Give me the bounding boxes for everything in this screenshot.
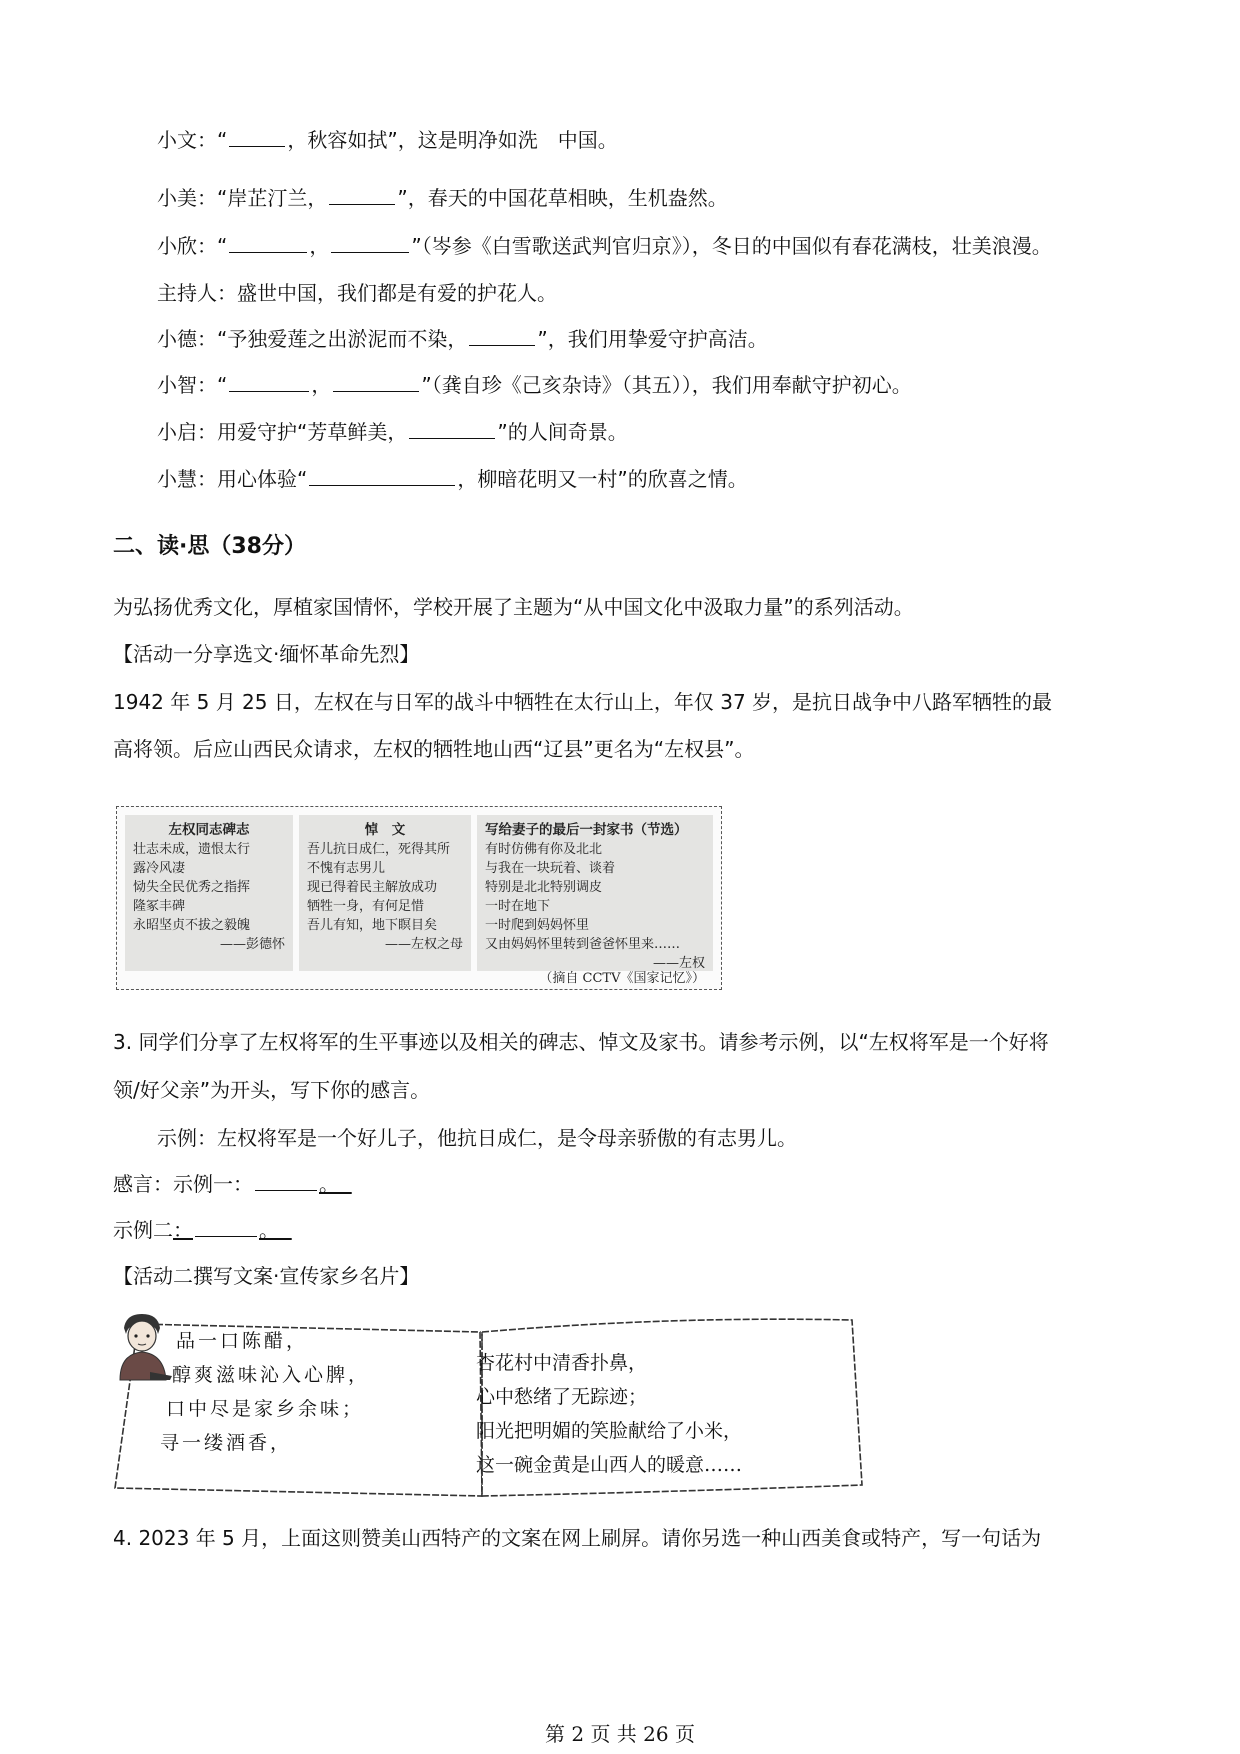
q3-answer-2 bbox=[113, 1216, 292, 1244]
booklet-right-page bbox=[476, 1346, 742, 1482]
speaker: 主持人 bbox=[157, 281, 217, 305]
q3-example: 示例：左权将军是一个好儿子，他抗日成仁，是令母亲骄傲的有志男儿。 bbox=[157, 1126, 797, 1150]
text-line: 现已得着民主解放成功 bbox=[307, 880, 438, 895]
answer-blank[interactable] bbox=[331, 232, 409, 253]
text-line: 寻一缕酒香， bbox=[160, 1432, 293, 1454]
text-line: 隆冢丰碑 bbox=[133, 899, 186, 914]
text-line: 这一碗金黄是山西人的暖意…… bbox=[476, 1454, 743, 1476]
answer-blank[interactable] bbox=[329, 184, 395, 205]
text-line: 阳光把明媚的笑脸献给了小米， bbox=[476, 1420, 743, 1442]
text-line: 与我在一块玩着、谈着 bbox=[485, 861, 616, 876]
page-number: 第 2 页 共 26 页 bbox=[545, 1722, 695, 1746]
poem-line-xiaowen bbox=[157, 126, 618, 154]
text-line: 吾儿有知，地下瞑目矣 bbox=[307, 918, 438, 933]
poem-line-xiaozhi bbox=[157, 371, 912, 399]
child-illustration-icon bbox=[110, 1310, 174, 1382]
text-line: 又由妈妈怀里转到爸爸怀里来…… bbox=[485, 937, 681, 952]
signature: ——左权 bbox=[652, 956, 705, 971]
text-line: 牺牲一身，有何足惜 bbox=[307, 899, 425, 914]
answer-blank[interactable] bbox=[309, 465, 455, 486]
text: ：“ bbox=[197, 128, 228, 152]
poem-line-xiaoqi bbox=[157, 418, 628, 446]
text: ， bbox=[311, 373, 332, 397]
booklet-left-page bbox=[160, 1324, 370, 1460]
colon: ： bbox=[173, 1218, 193, 1242]
text-line: 口中尽是家乡余味； bbox=[166, 1398, 365, 1420]
q4-line-1: 4. 2023 年 5 月，上面这则赞美山西特产的文案在网上刷屏。请你另选一种山西美食或特产，写一句话为 bbox=[113, 1526, 1042, 1550]
answer-label: 感言：示例一： bbox=[113, 1172, 253, 1196]
text-line: 醇爽滋味沁入心脾， bbox=[172, 1364, 371, 1386]
text: ：用心体验“ bbox=[197, 467, 308, 491]
text-line: 吾儿抗日成仁，死得其所 bbox=[307, 842, 451, 857]
text-line: 杏花村中清香扑鼻， bbox=[476, 1352, 648, 1374]
poem-line-xiaomei bbox=[157, 184, 728, 212]
column-title: 悼 文 bbox=[364, 822, 406, 838]
host-line bbox=[157, 279, 557, 307]
speaker: 小慧 bbox=[157, 467, 197, 491]
text-line: 一时在地下 bbox=[485, 899, 551, 914]
text: ：用爱守护“芳草鲜美， bbox=[197, 420, 408, 444]
answer-blank[interactable] bbox=[229, 232, 307, 253]
text-line: 永昭坚贞不拔之毅魄 bbox=[133, 918, 251, 933]
underline-tail bbox=[339, 1172, 352, 1196]
underline-tail bbox=[279, 1218, 292, 1242]
speaker: 小欣 bbox=[157, 234, 197, 258]
text: ：“岸芷汀兰， bbox=[197, 186, 328, 210]
text-line: 品一口陈醋， bbox=[176, 1330, 309, 1352]
period: 。 bbox=[319, 1172, 339, 1196]
answer-blank[interactable] bbox=[333, 371, 419, 392]
text: ：“予独爱莲之出淤泥而不染， bbox=[197, 327, 468, 351]
answer-blank[interactable] bbox=[195, 1216, 257, 1237]
text: ：“ bbox=[197, 373, 228, 397]
text-line: 特别是北北特别调皮 bbox=[485, 880, 603, 895]
activity2-heading: 【活动二撰写文案·宣传家乡名片】 bbox=[113, 1264, 420, 1288]
poem-line-xiaoxin bbox=[157, 232, 1052, 260]
speaker: 小德 bbox=[157, 327, 197, 351]
answer-label: 示例二 bbox=[113, 1218, 173, 1242]
period: 。 bbox=[259, 1218, 279, 1242]
eulogy bbox=[299, 815, 471, 971]
q3-line-1: 3. 同学们分享了左权将军的生平事迹以及相关的碑志、悼文及家书。请参考示例，以“左权将军是一个好将 bbox=[113, 1030, 1049, 1054]
section-intro: 为弘扬优秀文化，厚植家国情怀，学校开展了主题为“从中国文化中汲取力量”的系列活动。 bbox=[113, 595, 914, 619]
signature: ——左权之母 bbox=[384, 937, 463, 952]
panel-source: （摘自 CCTV《国家记忆》） bbox=[539, 971, 705, 986]
memorial-texts-panel bbox=[116, 806, 722, 990]
column-title: 左权同志碑志 bbox=[168, 822, 250, 838]
monument-inscription bbox=[125, 815, 293, 971]
booklet-illustration bbox=[110, 1310, 870, 1500]
bio-line-1: 1942 年 5 月 25 日，左权在与日军的战斗中牺牲在太行山上，年仅 37 岁，是抗日战争中八路军牺牲的最 bbox=[113, 690, 1053, 714]
text: ”，春天的中国花草相映，生机盎然。 bbox=[397, 186, 728, 210]
column-title: 写给妻子的最后一封家书（节选） bbox=[485, 822, 688, 838]
answer-blank[interactable] bbox=[469, 325, 535, 346]
text-line: 壮志未成，遗恨太行 bbox=[133, 842, 251, 857]
text-line: 不愧有志男儿 bbox=[307, 861, 386, 876]
answer-blank[interactable] bbox=[255, 1170, 317, 1191]
speaker: 小美 bbox=[157, 186, 197, 210]
text: ”，我们用挚爱守护高洁。 bbox=[537, 327, 768, 351]
activity1-heading: 【活动一分享选文·缅怀革命先烈】 bbox=[113, 642, 420, 666]
text: ，秋容如拭”，这是明净如洗 中国。 bbox=[287, 128, 618, 152]
answer-blank[interactable] bbox=[409, 418, 495, 439]
bio-line-2: 高将领。后应山西民众请求，左权的牺牲地山西“辽县”更名为“左权县”。 bbox=[113, 737, 755, 761]
text-line: 有时仿佛有你及北北 bbox=[485, 842, 603, 857]
answer-blank[interactable] bbox=[229, 371, 309, 392]
poem-line-xiaohui bbox=[157, 465, 748, 493]
text: ：“ bbox=[197, 234, 228, 258]
text: ”（岑参《白雪歌送武判官归京》），冬日的中国似有春花满枝，壮美浪漫。 bbox=[411, 234, 1052, 258]
poem-line-xiaode bbox=[157, 325, 768, 353]
text: ， bbox=[309, 234, 330, 258]
answer-blank[interactable] bbox=[229, 126, 285, 147]
q3-line-2: 领/好父亲”为开头，写下你的感言。 bbox=[113, 1078, 431, 1102]
text: ，柳暗花明又一村”的欣喜之情。 bbox=[457, 467, 748, 491]
text-line: 露冷风凄 bbox=[133, 861, 186, 876]
speaker: 小启 bbox=[157, 420, 197, 444]
family-letter bbox=[477, 815, 713, 971]
speaker: 小智 bbox=[157, 373, 197, 397]
text-line: 一时爬到妈妈怀里 bbox=[485, 918, 590, 933]
speaker: 小文 bbox=[157, 128, 197, 152]
text-line: 恸失全民优秀之指挥 bbox=[133, 880, 251, 895]
q3-answer-1 bbox=[113, 1170, 352, 1198]
text: ：盛世中国，我们都是有爱的护花人。 bbox=[217, 281, 557, 305]
text: ”的人间奇景。 bbox=[497, 420, 628, 444]
text: ”（龚自珍《己亥杂诗》（其五）），我们用奉献守护初心。 bbox=[421, 373, 912, 397]
signature: ——彭德怀 bbox=[219, 937, 285, 952]
text-line: 心中愁绪了无踪迹； bbox=[476, 1386, 648, 1408]
section-title: 二、读·思（38分） bbox=[113, 534, 306, 559]
